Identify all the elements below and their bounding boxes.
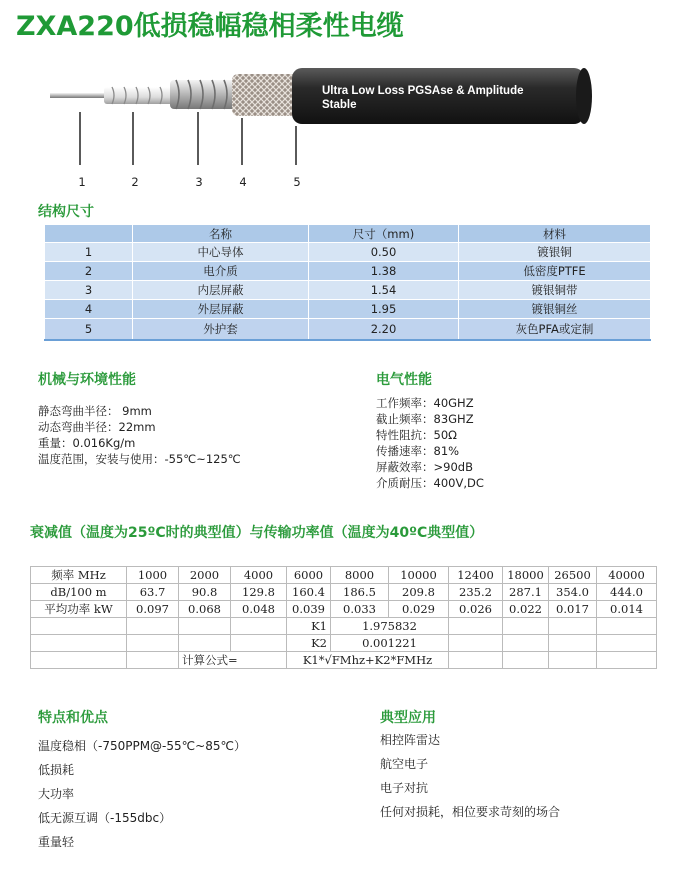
inner-shield — [170, 80, 240, 109]
formula-value: K1*√FMhz+K2*FMHz — [287, 652, 449, 669]
k2-value: 0.001221 — [331, 635, 449, 652]
freq-label: 频率 MHz — [31, 567, 127, 584]
power-cell: 0.048 — [231, 601, 287, 618]
list-item: 航空电子 — [380, 757, 429, 771]
jacket-text-line2: Stable — [322, 99, 357, 111]
table-cell: 低密度PTFE — [459, 262, 651, 281]
electrical-heading: 电气性能 — [376, 372, 432, 388]
formula-row — [31, 652, 657, 669]
k2-label: K2 — [287, 635, 331, 652]
freq-cell: 18000 — [503, 567, 549, 584]
callout-3: 3 — [195, 175, 203, 189]
db-cell: 160.4 — [287, 584, 331, 601]
attenuation-table — [30, 566, 657, 669]
mechanical-heading: 机械与环境性能 — [38, 372, 136, 388]
freq-cell: 26500 — [549, 567, 597, 584]
list-item: 重量轻 — [38, 835, 75, 849]
structure-heading: 结构尺寸 — [38, 204, 94, 220]
attenuation-heading: 衰减值（温度为25ºC时的典型值）与传输功率值（温度为40ºC典型值） — [30, 525, 484, 541]
k1-label: K1 — [287, 618, 331, 635]
power-cell: 0.068 — [179, 601, 231, 618]
table-cell: 0.50 — [309, 243, 459, 262]
electrical-item: 传播速率：81% — [376, 444, 460, 458]
freq-cell: 12400 — [449, 567, 503, 584]
list-item: 任何对损耗，相位要求苛刻的场合 — [380, 805, 561, 819]
applications-list — [380, 728, 560, 824]
power-cell: 0.014 — [597, 601, 657, 618]
list-item: 相控阵雷达 — [380, 733, 441, 747]
list-item: 低无源互调（-155dbc） — [38, 811, 172, 825]
mechanical-item: 动态弯曲半径：22mm — [38, 420, 156, 434]
db-cell: 129.8 — [231, 584, 287, 601]
power-cell: 0.097 — [127, 601, 179, 618]
structure-header-cell: 名称 — [133, 225, 309, 243]
jacket-text-line1: Ultra Low Loss PGSAse & Amplitude — [322, 85, 524, 97]
callout-4: 4 — [239, 175, 247, 189]
table-cell: 镀银铜丝 — [459, 300, 651, 319]
table-cell: 镀银铜带 — [459, 281, 651, 300]
power-cell: 0.039 — [287, 601, 331, 618]
db-cell: 63.7 — [127, 584, 179, 601]
freq-cell: 4000 — [231, 567, 287, 584]
structure-header-row — [45, 225, 651, 243]
table-row — [45, 281, 651, 300]
table-cell: 1.38 — [309, 262, 459, 281]
power-cell: 0.026 — [449, 601, 503, 618]
freq-cell: 2000 — [179, 567, 231, 584]
mechanical-item: 静态弯曲半径： 9mm — [38, 404, 152, 418]
cable-illustration — [0, 60, 698, 195]
features-list — [38, 734, 246, 854]
page-title: ZXA220低损稳幅稳相柔性电缆 — [16, 11, 404, 42]
db-cell: 354.0 — [549, 584, 597, 601]
electrical-item: 屏蔽效率：>90dB — [376, 460, 473, 474]
freq-cell: 1000 — [127, 567, 179, 584]
electrical-item: 工作频率：40GHZ — [376, 396, 474, 410]
table-cell: 1.54 — [309, 281, 459, 300]
electrical-item: 截止频率：83GHZ — [376, 412, 474, 426]
k2-row — [31, 635, 657, 652]
structure-table — [44, 224, 651, 341]
electrical-item: 特性阻抗：50Ω — [376, 428, 457, 442]
table-cell: 中心导体 — [133, 243, 309, 262]
power-cell: 0.029 — [389, 601, 449, 618]
mechanical-item: 重量：0.016Kg/m — [38, 436, 136, 450]
db-cell: 209.8 — [389, 584, 449, 601]
formula-label: 计算公式= — [179, 652, 287, 669]
table-row — [45, 262, 651, 281]
structure-header-cell: 尺寸（mm) — [309, 225, 459, 243]
table-cell: 2.20 — [309, 319, 459, 341]
table-cell: 2 — [45, 262, 133, 281]
db-cell: 444.0 — [597, 584, 657, 601]
db-cell: 90.8 — [179, 584, 231, 601]
structure-header-cell — [45, 225, 133, 243]
freq-row — [31, 567, 657, 584]
freq-cell: 6000 — [287, 567, 331, 584]
structure-header-cell: 材料 — [459, 225, 651, 243]
table-cell: 1.95 — [309, 300, 459, 319]
list-item: 温度稳相（-750PPM@-55℃~85℃） — [38, 739, 246, 753]
mechanical-item: 温度范围，安装与使用：-55℃~125℃ — [38, 452, 241, 466]
power-cell: 0.022 — [503, 601, 549, 618]
db-cell: 235.2 — [449, 584, 503, 601]
db-row — [31, 584, 657, 601]
center-conductor — [50, 93, 110, 98]
table-cell: 5 — [45, 319, 133, 341]
freq-cell: 40000 — [597, 567, 657, 584]
power-row — [31, 601, 657, 618]
freq-cell: 10000 — [389, 567, 449, 584]
table-cell: 外层屏蔽 — [133, 300, 309, 319]
table-cell: 灰色PFA或定制 — [459, 319, 651, 341]
table-cell: 镀银铜 — [459, 243, 651, 262]
list-item: 大功率 — [38, 787, 75, 801]
db-label: dB/100 m — [31, 584, 127, 601]
callout-2: 2 — [131, 175, 139, 189]
list-item: 电子对抗 — [380, 781, 429, 795]
power-label: 平均功率 kW — [31, 601, 127, 618]
table-cell: 电介质 — [133, 262, 309, 281]
power-cell: 0.033 — [331, 601, 389, 618]
k1-value: 1.975832 — [331, 618, 449, 635]
db-cell: 186.5 — [331, 584, 389, 601]
power-cell: 0.017 — [549, 601, 597, 618]
table-row — [45, 243, 651, 262]
table-cell: 3 — [45, 281, 133, 300]
k1-row — [31, 618, 657, 635]
features-heading: 特点和优点 — [38, 710, 108, 726]
outer-shield — [232, 74, 302, 116]
table-row — [45, 300, 651, 319]
mechanical-list — [38, 403, 241, 467]
table-cell: 内层屏蔽 — [133, 281, 309, 300]
table-row — [45, 319, 651, 341]
electrical-item: 介质耐压：400V,DC — [376, 476, 484, 490]
table-cell: 外护套 — [133, 319, 309, 341]
callout-5: 5 — [293, 175, 301, 189]
callout-1: 1 — [78, 175, 86, 189]
list-item: 低损耗 — [38, 763, 75, 777]
table-cell: 4 — [45, 300, 133, 319]
table-cell: 1 — [45, 243, 133, 262]
applications-heading: 典型应用 — [380, 710, 436, 726]
freq-cell: 8000 — [331, 567, 389, 584]
electrical-list — [376, 395, 484, 491]
db-cell: 287.1 — [503, 584, 549, 601]
